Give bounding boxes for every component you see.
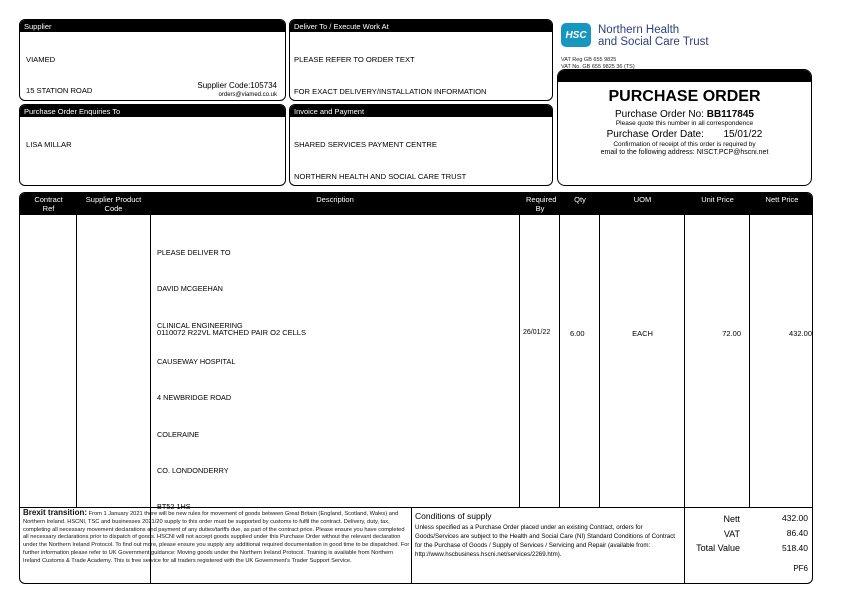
conditions-of-supply (415, 511, 683, 559)
col-header-nett-price: Nett Price (750, 193, 813, 215)
vat-line: VAT Reg GB 655 9825 (561, 57, 617, 63)
po-number-label: Purchase Order No: (615, 109, 704, 120)
delivery-line: CO. LONDONDERRY (157, 465, 229, 475)
trust-name-line2: and Social Care Trust (598, 36, 709, 48)
line-item-unit-price: 72.00 (722, 329, 741, 338)
delivery-instructions (157, 223, 243, 537)
trust-name (598, 24, 709, 48)
delivery-line: CLINICAL ENGINEERING (157, 320, 243, 330)
invoice-line: NORTHERN HEALTH AND SOCIAL CARE TRUST (294, 171, 467, 181)
vat-label: VAT (723, 529, 740, 539)
line-item-qty: 6.00 (570, 329, 585, 338)
trust-name-line1: Northern Health (598, 24, 680, 36)
po-date-row (558, 129, 811, 140)
vat-total: 86.40 (786, 528, 808, 538)
po-email-note-line2: email to the following address: NISCT.PCP@hscni.net (600, 149, 769, 156)
supplier-header: Supplier (20, 20, 285, 32)
footer-divider (411, 507, 412, 584)
purchase-order-box (557, 69, 812, 186)
deliver-to-text (290, 32, 552, 101)
line-item-description: 0110072 R22VL MATCHED PAIR O2 CELLS (157, 328, 306, 337)
column-divider (749, 215, 750, 507)
footer-separator (20, 507, 812, 508)
delivery-line: CAUSEWAY HOSPITAL (157, 357, 236, 367)
delivery-line: COLERAINE (157, 429, 200, 439)
supplier-email: orders@viamed.co.uk (218, 92, 277, 98)
hsc-logo (561, 22, 811, 52)
column-divider (76, 215, 77, 507)
delivery-line: PLEASE DELIVER TO (157, 248, 231, 258)
po-date: 15/01/22 (723, 129, 763, 140)
col-header-uom: UOM (600, 193, 685, 215)
total-value-label: Total Value (696, 543, 740, 553)
invoice-box (289, 104, 553, 186)
po-date-label: Purchase Order Date: (606, 129, 704, 140)
supplier-line: 15 STATION ROAD (26, 86, 93, 96)
enquiries-name: LISA MILLAR (26, 140, 72, 150)
column-divider (684, 215, 685, 584)
po-quote-note: Please quote this number in all correspondence (615, 120, 754, 127)
deliver-line: PLEASE REFER TO ORDER TEXT (294, 55, 415, 65)
line-item-uom: EACH (632, 329, 653, 338)
col-header-contract-ref: Contract Ref (20, 193, 77, 215)
delivery-line: DAVID MCGEEHAN (157, 284, 223, 294)
hsc-logo-mark: HSC (561, 23, 591, 47)
col-header-unit-price: Unit Price (685, 193, 750, 215)
total-value: 518.40 (782, 543, 808, 553)
po-number-row (558, 109, 811, 120)
po-box-header-bar (558, 70, 811, 82)
delivery-line: 4 NEWBRIDGE ROAD (157, 393, 232, 403)
col-header-description: Description (150, 193, 520, 215)
line-item-nett-price: 432.00 (789, 329, 812, 338)
enquiries-header: Purchase Order Enquiries To (20, 105, 285, 117)
invoice-header: Invoice and Payment (290, 105, 552, 117)
col-header-supplier-code: Supplier Product Code (77, 193, 150, 215)
po-number: BB117845 (706, 109, 754, 120)
deliver-to-box (289, 19, 553, 101)
enquiries-box (19, 104, 286, 186)
po-email-note (558, 141, 811, 157)
deliver-to-header: Deliver To / Execute Work At (290, 20, 552, 32)
po-email-note-line1: Confirmation of receipt of this order is required by (613, 141, 756, 148)
conditions-text: Unless specified as a Purchase Order placed under an existing Contract, orders for Goods/Services are subject to the Health and Social Care (NI) Standard Conditions of Contract for the Purchase of Goods / Supply of Services / Servicing and Repair (available from: http://www.hscbusiness.hscni.net/services/2269.htm). (415, 524, 676, 558)
column-divider (559, 215, 560, 507)
brexit-title: Brexit transition: (23, 508, 88, 517)
line-item-required-by: 26/01/22 (523, 329, 551, 336)
supplier-name: VIAMED (26, 54, 56, 64)
enquiries-text (20, 117, 285, 186)
invoice-address (290, 117, 552, 186)
deliver-line: FOR EXACT DELIVERY/INSTALLATION INFORMATION (294, 86, 487, 96)
column-divider (519, 215, 520, 507)
po-title: PURCHASE ORDER (608, 88, 761, 105)
vat-line: VAT No. GB 655 9825 36 (TS) (561, 63, 635, 70)
invoice-line: SHARED SERVICES PAYMENT CENTRE (294, 140, 437, 150)
brexit-text: From 1 January 2021 there will be new rules for movement of goods between Great Britain (England, Scotland, Wales) and Northern Ireland. HSCNI, TSC and businesses 2021/20 supply to this order must be supported by customs to fulfil the contract. Delivery, duty, tax, completing all necessary movement declarations and payment of any duties/tariffs due, as part of the contract price. Please ensure you have completed all necessary declarations prior to dispatch of goods. HSCNI will not accept goods supplied under this Purchase Order without the relevant declaration under the Northern Ireland Protocol. To find out more, please ensure you supply any additional required documentation in good time to be dispatched. For further information please refer to UK Government guidance: Moving goods under the Northern Ireland Protocol. Training is available from Northern Ireland Customs & Trade Academy. This is free service for all traders registered with the UK Government's Trader Support Service. (23, 511, 410, 564)
nett-label: Nett (723, 514, 740, 524)
col-header-qty: Qty (560, 193, 600, 215)
column-divider (599, 215, 600, 507)
brexit-notice (23, 509, 411, 566)
conditions-title: Conditions of supply (415, 511, 492, 521)
supplier-address (20, 32, 285, 101)
supplier-code: Supplier Code:105734 (197, 81, 277, 90)
col-header-required-by: Required By (520, 193, 560, 215)
supplier-box (19, 19, 286, 101)
order-lines-table (19, 192, 813, 584)
form-code: PF6 (793, 564, 808, 573)
nett-total: 432.00 (782, 513, 808, 523)
